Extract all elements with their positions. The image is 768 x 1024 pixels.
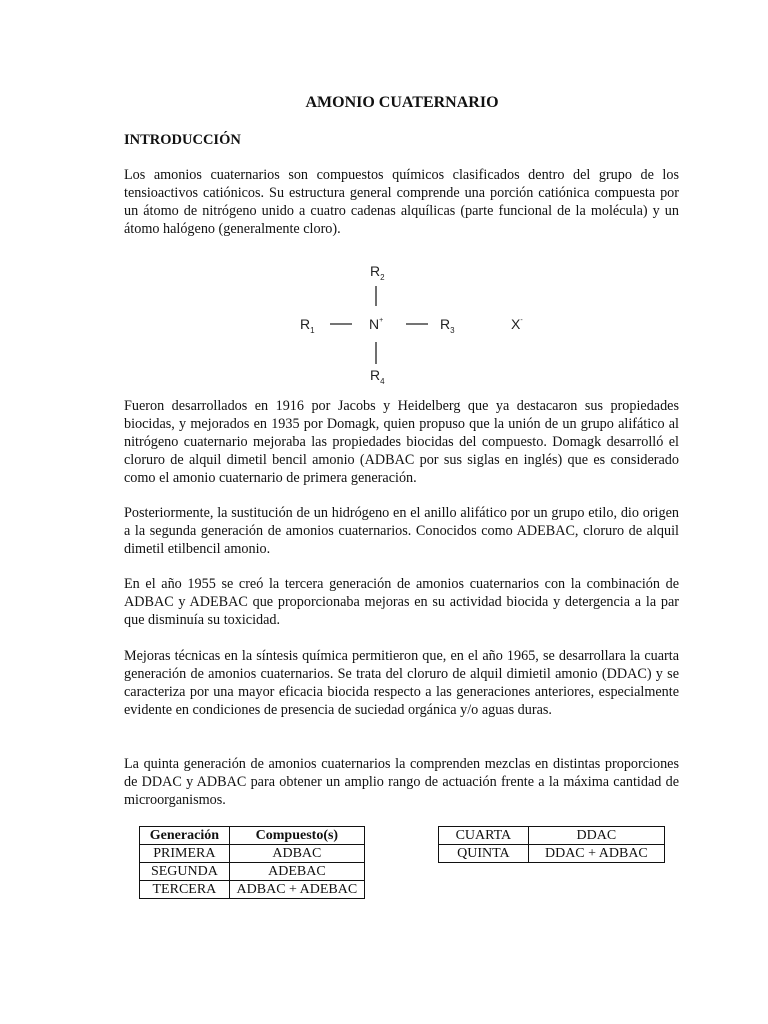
table-cell: SEGUNDA bbox=[140, 863, 230, 881]
formula-x: X- bbox=[511, 316, 523, 332]
formula-n: N+ bbox=[369, 316, 384, 332]
paragraph-fifth-generation: La quinta generación de amonios cuaternarios la comprenden mezclas en distintas proporciones de DDAC y ADBAC para obtener un amplio rango de actuación frente a la máxima cantidad de microorganismos. bbox=[124, 756, 679, 808]
table-cell: DDAC + ADBAC bbox=[528, 845, 664, 863]
section-heading: INTRODUCCIÓN bbox=[124, 132, 241, 148]
table-row bbox=[140, 881, 365, 899]
table-cell: CUARTA bbox=[439, 827, 529, 845]
paragraph-third-generation: En el año 1955 se creó la tercera generación de amonios cuaternarios con la combinación de ADBAC y ADEBAC que proporcionaba mejoras en su actividad biocida y detergencia a la par que disminuía su toxicidad. bbox=[124, 576, 679, 628]
table-header-cell: Generación bbox=[140, 827, 230, 845]
table-cell: PRIMERA bbox=[140, 845, 230, 863]
table-cell: DDAC bbox=[528, 827, 664, 845]
paragraph-second-generation: Posteriormente, la sustitución de un hidrógeno en el anillo alifático por un grupo etilo, dio origen a la segunda generación de amonios cuaternarios. Conocidos como ADEBAC, cloruro de alquil dimetil etilbencil amonio. bbox=[124, 505, 679, 557]
paragraph-intro: Los amonios cuaternarios son compuestos químicos clasificados dentro del grupo de los tensioactivos catiónicos. Su estructura general comprende una porción catiónica compuesta por un átomo de nitrógeno unido a cuatro cadenas alquílicas (parte funcional de la molécula) y un átomo halógeno (generalmente cloro). bbox=[124, 167, 679, 237]
document-title: AMONIO CUATERNARIO bbox=[305, 94, 499, 111]
paragraph-history: Fueron desarrollados en 1916 por Jacobs y Heidelberg que ya destacaron sus propiedades biocidas, y mejorados en 1935 por Domagk, quien propuso que la unión de un grupo alifático al nitrógeno cuaternario mejoraba las propiedades biocidas del compuesto. Domagk desarrolló el cloruro de alquil dimetil bencil amonio (ADBAC por sus siglas en inglés) que es considerado como el amonio cuaternario de primera generación. bbox=[124, 398, 679, 486]
table-header-cell: Compuesto(s) bbox=[229, 827, 364, 845]
generations-table-right bbox=[438, 826, 665, 863]
table-row bbox=[439, 827, 665, 845]
formula-r2: $R_2$ bbox=[370, 263, 385, 282]
paragraph-fourth-generation: Mejoras técnicas en la síntesis química permitieron que, en el año 1965, se desarrollara la cuarta generación de amonios cuaternarios. Se trata del cloruro de alquil dimietil amonio (DDAC) y se caracteriza por una mayor eficacia biocida respecto a las generaciones anteriores, especialmente evidente en condiciones de presencia de suciedad orgánica y/o aguas duras. bbox=[124, 648, 679, 718]
formula-r3: $R_3$ bbox=[440, 316, 455, 335]
structural-formula bbox=[290, 258, 540, 390]
table-cell: ADBAC bbox=[229, 845, 364, 863]
formula-r4: $R_4$ bbox=[370, 367, 385, 386]
generations-table-left bbox=[139, 826, 365, 899]
table-cell: QUINTA bbox=[439, 845, 529, 863]
formula-r1: $R_1$ bbox=[300, 316, 315, 335]
table-cell: TERCERA bbox=[140, 881, 230, 899]
table-header-row bbox=[140, 827, 365, 845]
table-cell: ADEBAC bbox=[229, 863, 364, 881]
formula-diagram bbox=[290, 258, 540, 390]
table-row bbox=[140, 863, 365, 881]
table-row bbox=[439, 845, 665, 863]
table-row bbox=[140, 845, 365, 863]
table-cell: ADBAC + ADEBAC bbox=[229, 881, 364, 899]
